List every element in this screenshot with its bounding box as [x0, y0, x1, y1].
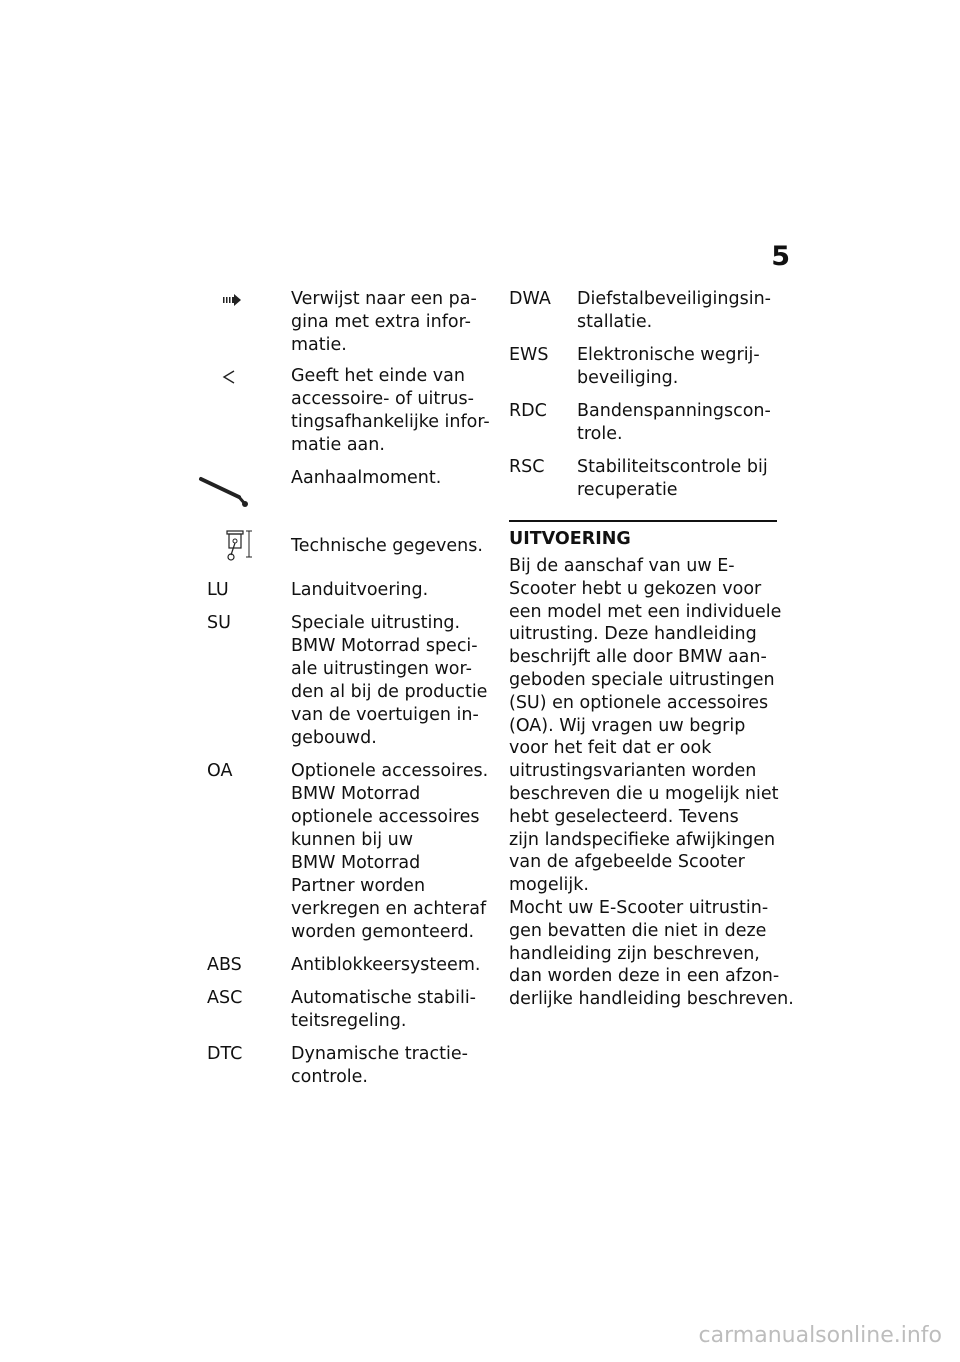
right-column	[509, 288, 794, 1011]
paragraph-line: (SU) en optionele accessoires	[509, 692, 769, 713]
paragraph-line: Mocht uw E-Scooter uitrustin-	[509, 897, 769, 918]
definition-text-line: Speciale uitrusting.	[291, 613, 461, 633]
definition-text-line: BMW Motorrad speci-	[291, 636, 478, 656]
term-label: RSC	[509, 457, 545, 477]
term-label: ASC	[207, 988, 243, 1008]
definition-text-line: Optionele accessoires.	[291, 761, 489, 781]
definition-text-line: beveiliging.	[577, 368, 679, 388]
definition-text-line: matie.	[291, 335, 347, 355]
paragraph-line: Bij de aanschaf van uw E-	[509, 556, 735, 576]
definition-text-line: Automatische stabili-	[291, 988, 476, 1008]
definition-dtc	[207, 1043, 487, 1089]
definition-text-line: worden gemonteerd.	[291, 922, 475, 942]
paragraph-line: (OA). Wij vragen uw begrip	[509, 715, 746, 736]
definition-text-line: Elektronische wegrij-	[577, 345, 760, 365]
definition-text-line: controle.	[291, 1067, 368, 1087]
paragraph-line: mogelijk.	[509, 875, 589, 896]
definition-text-line: Antiblokkeersysteem.	[291, 955, 481, 975]
term-label: OA	[207, 761, 233, 781]
definition-asc	[207, 987, 487, 1033]
definition-torque	[207, 467, 487, 513]
definition-text-line: BMW Motorrad	[291, 784, 421, 804]
section-divider	[509, 520, 777, 522]
left-column	[207, 288, 490, 1089]
section-paragraph	[509, 555, 794, 1011]
definition-text-line: Bandenspanningscon-	[577, 401, 771, 421]
definition-text-line: optionele accessoires	[291, 807, 480, 827]
definition-text-line: trole.	[577, 424, 623, 444]
definition-text-line: Verwijst naar een pa-	[291, 289, 477, 309]
page-reference-arrow-icon	[207, 288, 291, 357]
paragraph-line: hebt geselecteerd. Tevens	[509, 806, 739, 827]
definition-text-line: matie aan.	[291, 435, 385, 455]
paragraph-line: van de afgebeelde Scooter	[509, 852, 745, 873]
paragraph-line: voor het feit dat er ook	[509, 738, 712, 759]
paragraph-line: zijn landspecifieke afwijkingen	[509, 829, 776, 850]
definition-text-line: Dynamische tractie-	[291, 1044, 468, 1064]
page-number: 5	[771, 241, 790, 272]
definition-oa	[207, 760, 487, 944]
definition-rsc	[509, 456, 784, 502]
watermark-text: carmanualsonline.info	[698, 1323, 942, 1348]
definition-lu	[207, 579, 487, 602]
definition-text-line: den al bij de productie	[291, 682, 488, 702]
definition-text-line: Geeft het einde van	[291, 366, 465, 386]
paragraph-line: gen bevatten die niet in deze	[509, 920, 767, 941]
definition-text-line: stallatie.	[577, 312, 653, 332]
term-label: ABS	[207, 955, 242, 975]
definition-text-line: tingsafhankelijke infor-	[291, 412, 490, 432]
term-label: RDC	[509, 401, 547, 421]
paragraph-line: dan worden deze in een afzon-	[509, 966, 780, 987]
definition-text-line: Stabiliteitscontrole bij	[577, 457, 768, 477]
definition-text-line: accessoire- of uitrus-	[291, 389, 474, 409]
paragraph-line: Scooter hebt u gekozen voor	[509, 578, 762, 599]
definition-text-line: BMW Motorrad	[291, 853, 421, 873]
definition-su	[207, 612, 487, 750]
definition-text-line: gebouwd.	[291, 728, 377, 748]
definition-text-line: ale uitrustingen wor-	[291, 659, 472, 679]
paragraph-line: derlijke handleiding beschreven.	[509, 989, 794, 1010]
definition-text-line: kunnen bij uw	[291, 830, 414, 850]
definition-rdc	[509, 400, 784, 446]
paragraph-line: beschreven die u mogelijk niet	[509, 783, 779, 804]
definition-text-line: Landuitvoering.	[291, 580, 429, 600]
paragraph-line: uitrusting. Deze handleiding	[509, 624, 757, 645]
paragraph-line: handleiding zijn beschreven,	[509, 943, 760, 964]
definition-text-line: Partner worden	[291, 876, 426, 896]
definition-text-line: Diefstalbeveiligingsin-	[577, 289, 771, 309]
definition-technical-data	[207, 523, 487, 569]
definition-ews	[509, 344, 784, 390]
torque-wrench-icon	[207, 467, 291, 513]
paragraph-line: beschrijft alle door BMW aan-	[509, 647, 767, 668]
term-label: DTC	[207, 1044, 243, 1064]
definition-dwa	[509, 288, 784, 334]
term-label: EWS	[509, 345, 549, 365]
definition-end-note	[207, 365, 490, 457]
paragraph-line: geboden speciale uitrustingen	[509, 669, 775, 690]
definition-abs	[207, 954, 487, 977]
section-heading: UITVOERING	[509, 529, 631, 549]
paragraph-line: een model met een individuele	[509, 601, 782, 622]
definition-text-line: verkregen en achteraf	[291, 899, 487, 919]
definition-text-line: recuperatie	[577, 480, 678, 500]
term-label: DWA	[509, 289, 551, 309]
definition-text-line: gina met extra infor-	[291, 312, 471, 332]
term-label: LU	[207, 580, 229, 600]
term-label: SU	[207, 613, 231, 633]
definition-text-line: Technische gegevens.	[291, 536, 483, 556]
technical-data-icon	[207, 523, 291, 569]
definition-text-line: van de voertuigen in-	[291, 705, 479, 725]
definition-page-reference	[207, 288, 487, 357]
definition-text-line: Aanhaalmoment.	[291, 468, 442, 488]
definition-text-line: teitsregeling.	[291, 1011, 407, 1031]
end-triangle-icon	[207, 365, 291, 457]
paragraph-line: uitrustingsvarianten worden	[509, 761, 757, 782]
